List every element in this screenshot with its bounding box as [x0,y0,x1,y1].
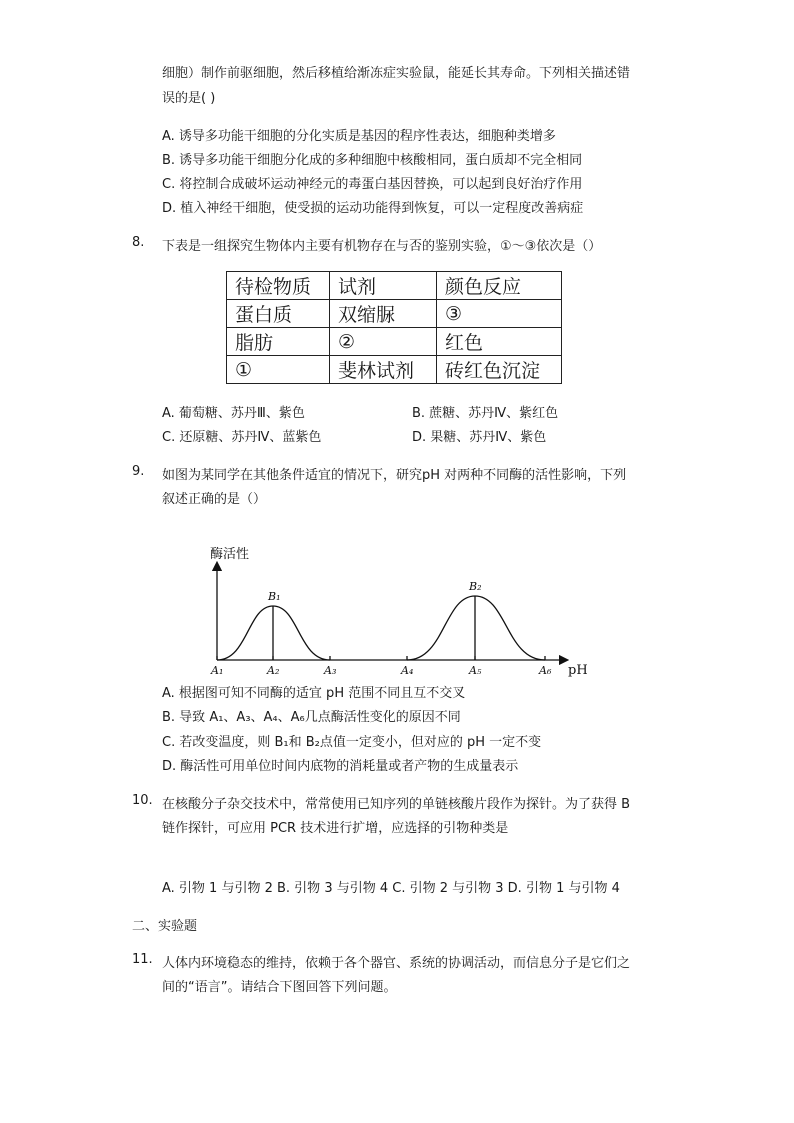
peak-label: B₁ [268,590,281,603]
q10-stem-line1: 在核酸分子杂交技术中，常常使用已知序列的单链核酸片段作为探针。为了获得 B [162,797,631,812]
q11-stem-line1: 人体内环境稳态的维持，依赖于各个器官、系统的协调活动，而信息分子是它们之 [162,956,631,971]
q9-stem-line2: 叙述正确的是（） [162,492,267,507]
q8-option-c: C. 还原糖、苏丹Ⅳ、蓝紫色 [162,430,322,445]
table-cell: 颜色反应 [437,272,562,300]
q9-stem-line1: 如图为某同学在其他条件适宜的情况下，研究pH 对两种不同酶的活性影响，下列 [162,468,627,483]
q8-option-d: D. 果糖、苏丹Ⅳ、紫色 [412,430,547,445]
q11-number: 11. [132,952,153,967]
q7-option-d: D. 植入神经干细胞，使受损的运动功能得到恢复，可以一定程度改善病症 [162,201,584,216]
series-line-2 [407,596,545,660]
table-cell: 红色 [437,328,562,356]
q8-table [226,271,562,384]
q10-number: 10. [132,793,153,808]
table-row [227,272,562,300]
table-cell: 试剂 [330,272,437,300]
table-cell: 蛋白质 [227,300,330,328]
table-cell: ③ [437,300,562,328]
q8-option-b: B. 蔗糖、苏丹Ⅳ、紫红色 [412,406,559,421]
table-cell: 砖红色沉淀 [437,356,562,384]
table-cell: 双缩脲 [330,300,437,328]
table-cell: 待检物质 [227,272,330,300]
q9-option-b: B. 导致 A₁、A₃、A₄、A₆几点酶活性变化的原因不同 [162,710,461,725]
table-row [227,300,562,328]
y-axis-label: 酶活性 [210,547,250,562]
q8-option-a: A. 葡萄糖、苏丹Ⅲ、紫色 [162,406,305,421]
table-row [227,328,562,356]
q11-stem-line2: 间的“语言”。请结合下图回答下列问题。 [162,980,397,995]
table-row [227,356,562,384]
q10-stem-line2: 链作探针，可应用 PCR 技术进行扩增，应选择的引物种类是 [162,821,509,836]
q7-stem-line2: 误的是( ) [162,91,216,106]
q7-option-a: A. 诱导多功能干细胞的分化实质是基因的程序性表达，细胞种类增多 [162,129,556,144]
x-tick-label: A₄ [401,664,414,677]
x-tick-label: A₂ [267,664,280,677]
q10-options: A. 引物 1 与引物 2 B. 引物 3 与引物 4 C. 引物 2 与引物 3 D. 引物 1 与引物 4 [162,881,620,896]
table-cell: ② [330,328,437,356]
x-tick-label: A₆ [539,664,552,677]
table-cell: 斐林试剂 [330,356,437,384]
x-tick-label: A₅ [469,664,482,677]
section-title: 二、实验题 [132,919,198,934]
x-tick-label: A₁ [211,664,224,677]
q9-option-d: D. 酶活性可用单位时间内底物的消耗量或者产物的生成量表示 [162,759,519,774]
x-tick-label: A₃ [324,664,337,677]
peak-label: B₂ [469,580,482,593]
table-cell: ① [227,356,330,384]
q9-option-a: A. 根据图可知不同酶的适宜 pH 范围不同且互不交叉 [162,686,466,701]
q7-option-c: C. 将控制合成破坏运动神经元的毒蛋白基因替换，可以起到良好治疗作用 [162,177,583,192]
table-cell: 脂肪 [227,328,330,356]
q7-stem-line1: 细胞）制作前驱细胞，然后移植给渐冻症实验鼠，能延长其寿命。下列相关描述错 [162,66,631,81]
x-axis-label: pH [568,663,588,678]
q9-option-c: C. 若改变温度，则 B₁和 B₂点值一定变小，但对应的 pH 一定不变 [162,735,542,750]
q9-number: 9. [132,464,145,479]
q8-number: 8. [132,235,145,250]
enzyme-activity-chart [200,540,600,685]
q8-stem: 下表是一组探究生物体内主要有机物存在与否的鉴别实验，①～③依次是（） [162,239,602,254]
q7-option-b: B. 诱导多功能干细胞分化成的多种细胞中核酸相同，蛋白质却不完全相同 [162,153,583,168]
